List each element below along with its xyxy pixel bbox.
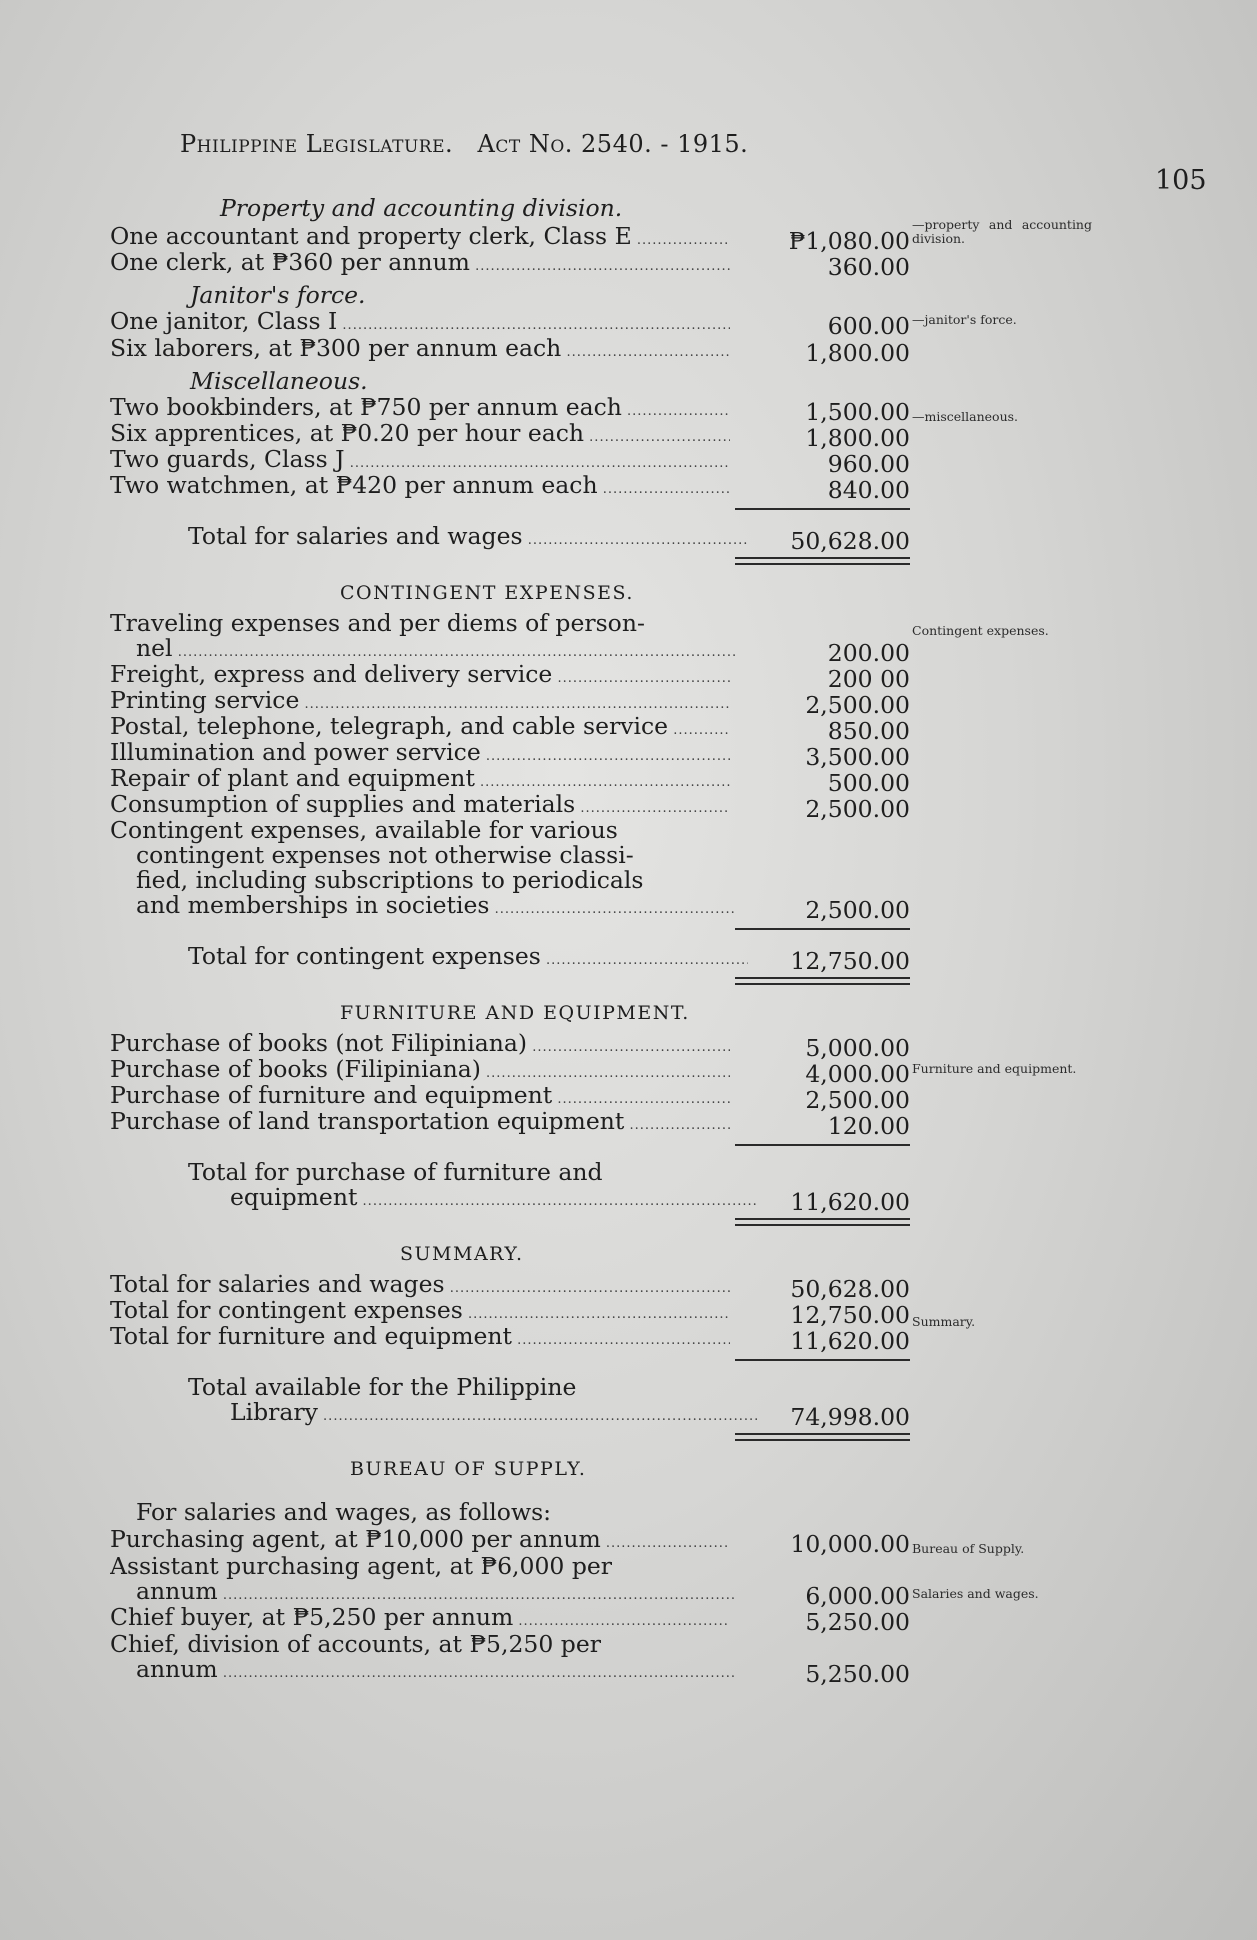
line-item: Two bookbinders, at ₱750 per annum each ..... 1,500.00 — [110, 397, 910, 424]
library-total-continuation: Library ..... 74,998.00 — [110, 1404, 910, 1429]
line-item: Assistant purchasing agent, at ₱6,000 per — [110, 1554, 613, 1580]
line-item: One accountant and property clerk, Class E ..... ₱1,080.00 — [110, 226, 910, 253]
line-item-continuation: annum ..... 6,000.00 — [110, 1583, 910, 1608]
summary-item: Total for contingent expenses ..... 12,750.00 — [110, 1301, 910, 1327]
line-item-continuation: annum ..... 5,250.00 — [110, 1661, 910, 1686]
furniture-total-continuation: equipment ..... 11,620.00 — [110, 1189, 910, 1214]
line-item: One janitor, Class I ..... 600.00 — [110, 311, 910, 338]
contingent-expenses-heading: CONTINGENT EXPENSES. — [340, 582, 634, 604]
miscellaneous-heading: Miscellaneous. — [190, 367, 368, 395]
margin-note-miscellaneous: —miscellaneous. — [912, 409, 1019, 424]
margin-note-contingent: Contingent expenses. — [912, 623, 1049, 638]
margin-note-property: —property and accounting division. — [912, 217, 1092, 246]
line-item: Consumption of supplies and materials ..... 2,500.00 — [110, 795, 910, 821]
line-item-continuation: and memberships in societies ..... 2,500.00 — [110, 897, 910, 922]
subtotal-rule — [735, 1359, 910, 1361]
line-item: Two guards, Class J ..... 960.00 — [110, 450, 910, 476]
line-item: Traveling expenses and per diems of person- — [110, 611, 645, 637]
line-item: Printing service ..... 2,500.00 — [110, 691, 910, 717]
total-double-rule — [735, 1433, 910, 1441]
summary-heading: SUMMARY. — [400, 1243, 524, 1265]
supply-intro: For salaries and wages, as follows: — [136, 1500, 552, 1526]
line-item: Two watchmen, at ₱420 per annum each ..... 840.00 — [110, 476, 910, 502]
act-number: Act No. 2540. - 1915. — [477, 130, 749, 158]
line-item: Chief, division of accounts, at ₱5,250 per — [110, 1632, 601, 1658]
janitor-force-heading: Janitor's force. — [190, 281, 366, 309]
line-item: Purchase of furniture and equipment ..... 2,500.00 — [110, 1086, 910, 1112]
line-item: Illumination and power service ..... 3,500.00 — [110, 743, 910, 769]
margin-note-supply: Bureau of Supply. — [912, 1541, 1025, 1556]
total-double-rule — [735, 1218, 910, 1226]
margin-note-janitor: —janitor's force. — [912, 312, 1017, 327]
line-item: Six laborers, at ₱300 per annum each ..... 1,800.00 — [110, 338, 910, 365]
summary-item: Total for furniture and equipment ..... 11,620.00 — [110, 1327, 910, 1353]
line-item: Contingent expenses, available for various — [110, 818, 618, 844]
line-item: Repair of plant and equipment ..... 500.00 — [110, 769, 910, 795]
total-double-rule — [735, 557, 910, 565]
margin-note-furniture: Furniture and equipment. — [912, 1061, 1077, 1076]
property-division-heading: Property and accounting division. — [220, 194, 623, 222]
page-number: 105 — [1155, 165, 1207, 196]
line-item: Purchase of books (not Filipiniana) ..... 5,000.00 — [110, 1033, 910, 1060]
line-item: Purchasing agent, at ₱10,000 per annum ..... 10,000.00 — [110, 1529, 910, 1556]
margin-note-summary: Summary. — [912, 1314, 976, 1329]
line-item: One clerk, at ₱360 per annum ..... 360.00 — [110, 253, 910, 279]
contingent-total-row: Total for contingent expenses ..... 12,750.00 — [110, 946, 910, 973]
line-item: Six apprentices, at ₱0.20 per hour each ..... 1,800.00 — [110, 424, 910, 450]
line-item: Purchase of books (Filipiniana) ..... 4,000.00 — [110, 1060, 910, 1086]
bureau-of-supply-heading: BUREAU OF SUPPLY. — [350, 1458, 587, 1480]
library-total-row: Total available for the Philippine — [188, 1375, 577, 1401]
margin-note-salaries: Salaries and wages. — [912, 1586, 1039, 1601]
appropriation-list — [110, 190, 910, 1686]
subtotal-rule — [735, 928, 910, 930]
furniture-total-row: Total for purchase of furniture and — [188, 1160, 603, 1186]
furniture-equipment-heading: FURNITURE AND EQUIPMENT. — [340, 1002, 690, 1024]
total-double-rule — [735, 977, 910, 985]
line-item-continuation: contingent expenses not otherwise classi- — [136, 843, 634, 869]
line-item-continuation: fied, including subscriptions to periodicals — [136, 868, 644, 894]
subtotal-rule — [735, 508, 910, 510]
salaries-total-row: Total for salaries and wages ..... 50,628.00 — [110, 526, 910, 553]
line-item: Chief buyer, at ₱5,250 per annum ..... 5,250.00 — [110, 1608, 910, 1634]
running-head — [180, 130, 880, 158]
running-title: Philippine Legislature. — [180, 130, 454, 158]
line-item: Postal, telephone, telegraph, and cable service ..... 850.00 — [110, 717, 910, 743]
subtotal-rule — [735, 1144, 910, 1146]
summary-item: Total for salaries and wages ..... 50,628.00 — [110, 1274, 910, 1301]
line-item-continuation: nel ..... 200.00 — [110, 640, 910, 665]
line-item: Purchase of land transportation equipment ..... 120.00 — [110, 1112, 910, 1138]
line-item: Freight, express and delivery service ..... 200 00 — [110, 665, 910, 691]
